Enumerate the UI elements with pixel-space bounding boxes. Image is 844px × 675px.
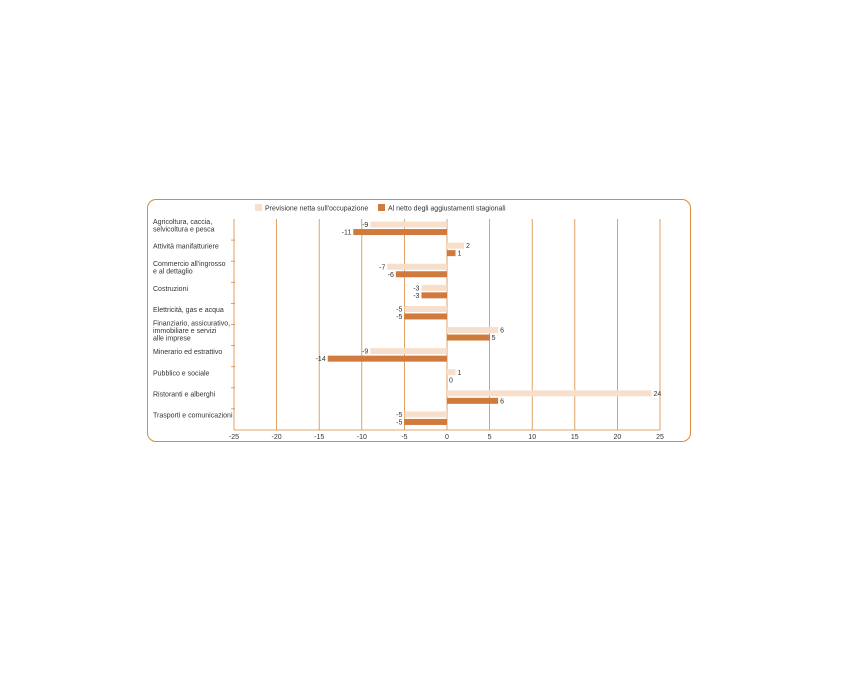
data-label: -9 [362,222,369,230]
category-label: Pubblico e sociale [153,370,210,378]
data-label: -3 [413,285,420,293]
category-label: Agricoltura, caccia, selvicoltura e pesca [153,218,215,234]
bar [396,271,447,277]
x-tick-label: 20 [613,434,622,441]
legend-label: Previsione netta sull'occupazione [265,205,369,213]
category-label: Commercio all'ingrosso e al dettaglio [153,261,226,276]
data-label: 6 [500,327,505,335]
category-label: Attività manifatturiere [153,243,219,251]
category-label: Trasporti e comunicazioni [153,412,233,420]
x-tick-label: -20 [271,434,282,441]
data-label: 1 [457,250,462,258]
data-label: -6 [387,271,394,279]
bar [447,327,498,333]
data-label: -7 [379,264,386,272]
data-label: 0 [449,377,453,385]
data-label: -5 [396,411,403,419]
bar [387,264,447,270]
data-label: -3 [413,292,420,300]
data-label: -14 [315,356,326,364]
category-label: Finanziario, assicurativo, immobiliare e servizi alle imprese [153,320,231,343]
category-label: Elettricità, gas e acqua [153,306,224,314]
category-label: Costruzioni [153,285,189,293]
bar [421,292,447,298]
data-label: -5 [396,306,403,314]
legend-label: Al netto degli aggiustamenti stagionali [388,205,506,213]
data-label: -5 [396,313,403,321]
bar [447,250,456,256]
legend-swatch [378,204,385,211]
x-tick-label: 15 [570,434,579,441]
data-label: 2 [466,243,470,251]
bar [404,419,447,425]
data-label: 1 [457,369,462,377]
bar [404,411,447,417]
bar [404,313,447,319]
data-label: 6 [500,398,505,406]
bar [447,243,464,249]
legend-swatch [255,204,262,211]
bar [447,335,490,341]
data-label: -5 [396,419,403,427]
data-label: -11 [341,229,352,237]
x-tick-label: 5 [487,434,492,441]
x-tick-label: 10 [528,434,537,441]
x-tick-label: 0 [445,434,449,441]
bar [370,222,447,228]
bar [447,398,498,404]
x-tick-label: -15 [314,434,325,441]
data-label: -9 [362,348,369,356]
x-tick-label: 25 [656,434,664,441]
bar [421,285,447,291]
x-tick-label: -5 [401,434,408,441]
data-label: 5 [491,335,496,343]
bar [447,369,456,375]
bar [328,356,447,362]
x-tick-label: -25 [228,434,240,441]
bar [370,348,447,354]
category-label: Minerario ed estrattivo [153,349,223,357]
bar [447,390,651,396]
x-tick-label: -10 [356,434,367,441]
category-label: Ristoranti e alberghi [153,391,216,399]
bar [353,229,447,235]
bar [404,306,447,312]
data-label: 24 [653,390,662,398]
